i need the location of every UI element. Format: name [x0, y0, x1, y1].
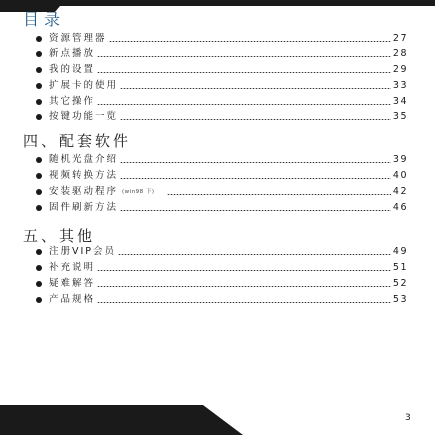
dot-leader — [120, 162, 391, 163]
toc-entry-label: 其它操作 — [49, 96, 96, 107]
bullet-icon — [36, 99, 42, 105]
toc-entry-page: 34 — [392, 96, 408, 107]
toc-entry-label: 安装驱动程序 — [49, 186, 119, 197]
bullet-icon — [36, 36, 42, 42]
toc-entry-page: 28 — [392, 48, 408, 59]
dot-leader — [97, 72, 391, 73]
page-number: 3 — [405, 413, 411, 423]
dot-leader — [167, 194, 391, 195]
dot-leader — [97, 270, 391, 271]
toc-entry-label: 扩展卡的使用 — [49, 80, 119, 91]
toc-entry-label: 新点播放 — [49, 48, 96, 59]
top-decorative-band — [0, 0, 435, 12]
dot-leader — [97, 302, 391, 303]
dot-leader — [118, 254, 391, 255]
dot-leader — [109, 41, 391, 42]
toc-entry[interactable] — [36, 186, 408, 198]
bullet-icon — [36, 114, 42, 120]
toc-entry-label: 补充说明 — [49, 262, 96, 273]
toc-entry-page: 52 — [392, 278, 408, 289]
bullet-icon — [36, 83, 42, 89]
dot-leader — [120, 210, 391, 211]
toc-entry-label: 产品规格 — [49, 294, 96, 305]
toc-entry-note: (win98 下) — [122, 189, 155, 195]
toc-entry-page: 53 — [392, 294, 408, 305]
bullet-icon — [36, 249, 42, 255]
bottom-decorative-band — [0, 405, 435, 435]
toc-entry-page: 40 — [392, 170, 408, 181]
toc-entry[interactable] — [36, 170, 408, 182]
bullet-icon — [36, 51, 42, 57]
toc-entry-page: 46 — [392, 202, 408, 213]
toc-entry-page: 27 — [392, 33, 408, 44]
toc-entry[interactable] — [36, 202, 408, 214]
toc-entry[interactable] — [36, 48, 408, 60]
bullet-icon — [36, 157, 42, 163]
toc-entry-label: 疑难解答 — [49, 278, 96, 289]
toc-entry-label: 注册VIP会员 — [49, 246, 117, 257]
bullet-icon — [36, 67, 42, 73]
bottom-band-shape — [0, 405, 243, 435]
bullet-icon — [36, 189, 42, 195]
toc-entry-page: 42 — [392, 186, 408, 197]
toc-entry-page: 51 — [392, 262, 408, 273]
toc-entry-page: 49 — [392, 246, 408, 257]
toc-entry[interactable] — [36, 294, 408, 306]
toc-entry-label: 按键功能一览 — [49, 111, 119, 122]
toc-heading: 目录 — [23, 10, 66, 29]
toc-entry-page: 33 — [392, 80, 408, 91]
toc-entry[interactable] — [36, 33, 408, 45]
top-band-shape — [0, 0, 435, 12]
bullet-icon — [36, 265, 42, 271]
toc-entry-page: 29 — [392, 64, 408, 75]
section-heading: 五、其他 — [23, 227, 96, 245]
dot-leader — [97, 56, 391, 57]
bullet-icon — [36, 205, 42, 211]
toc-entry[interactable] — [36, 111, 408, 123]
toc-entry[interactable] — [36, 64, 408, 76]
toc-entry[interactable] — [36, 262, 408, 274]
dot-leader — [120, 88, 391, 89]
dot-leader — [97, 286, 391, 287]
toc-entry-label: 随机光盘介绍 — [49, 154, 119, 165]
toc-entry-label: 视频转换方法 — [49, 170, 119, 181]
dot-leader — [120, 119, 391, 120]
toc-entry[interactable] — [36, 246, 408, 258]
bullet-icon — [36, 297, 42, 303]
section-heading: 四、配套软件 — [23, 132, 132, 150]
toc-entry[interactable] — [36, 80, 408, 92]
toc-entry-label: 固件刷新方法 — [49, 202, 119, 213]
toc-entry[interactable] — [36, 96, 408, 108]
dot-leader — [120, 178, 391, 179]
toc-entry-page: 39 — [392, 154, 408, 165]
toc-entry[interactable] — [36, 154, 408, 166]
toc-entry-label: 我的设置 — [49, 64, 96, 75]
toc-entry-label: 资源管理器 — [49, 33, 107, 44]
toc-entry-page: 35 — [392, 111, 408, 122]
toc-entry[interactable] — [36, 278, 408, 290]
bullet-icon — [36, 173, 42, 179]
dot-leader — [97, 104, 391, 105]
bullet-icon — [36, 281, 42, 287]
